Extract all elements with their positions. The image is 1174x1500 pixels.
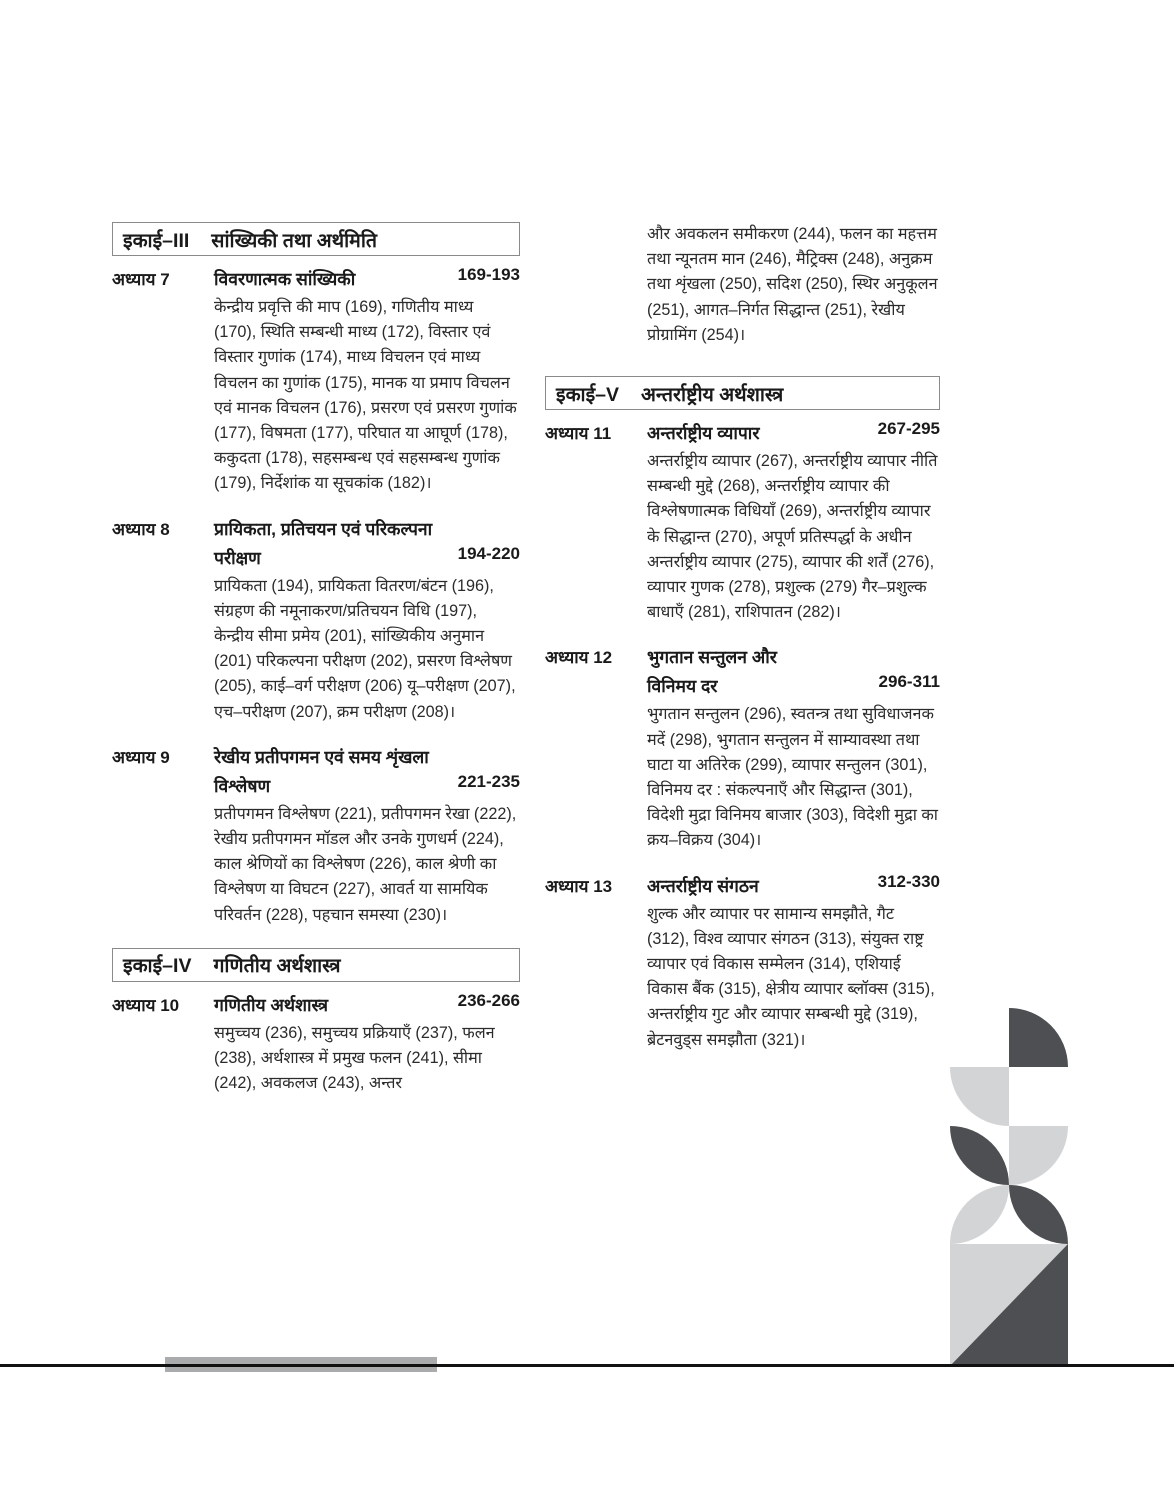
chapter-page-range: 194-220 — [457, 543, 520, 563]
unit-label: इकाई–IV — [123, 955, 192, 978]
chapter-heading — [112, 265, 520, 294]
chapter-title: विवरणात्मक सांख्यिकी — [214, 269, 356, 289]
chapter-number: अध्याय 13 — [545, 876, 613, 896]
chapter-page-range: 267-295 — [877, 419, 940, 439]
quarter-circle-light — [950, 1067, 1009, 1126]
chapter-entry[interactable] — [545, 419, 940, 625]
chapter-title-wrap — [214, 991, 520, 1020]
chapter-topics: प्रायिकता (194), प्रायिकता वितरण/बंटन (196), संग्रहण की नमूनाकरण/प्रतिचयन विधि (197), केन्द्रीय सीमा प्रमेय (201), सांख्यिकीय अनुमान (201) परिकल्पना परीक्षण (202), प्रसरण विश्लेषण (205), काई–वर्ग परीक्षण (206) यू–परीक्षण (207), एच–परीक्षण (207), क्रम परीक्षण (208)। — [214, 576, 516, 721]
chapter-page-range: 221-235 — [457, 771, 520, 791]
chapter-topics: केन्द्रीय प्रवृत्ति की माप (169), गणितीय माध्य (170), स्थिति सम्बन्धी माध्य (172), विस्तार एवं विस्तार गुणांक (174), माध्य विचलन एवं माध्य विचलन का गुणांक (175), मानक या प्रमाप विचलन एवं मानक विचलन (176), प्रसरण एवं प्रसरण गुणांक (177), विषमता (177), परिघात या आघूर्ण (178), ककुदता (178), सहसम्बन्ध एवं सहसम्बन्ध गुणांक (179), निर्देशांक या सूचकांक (182)। — [214, 298, 517, 493]
unit-title: गणितीय अर्थशास्त्र — [213, 955, 341, 978]
chapter-entry[interactable] — [112, 265, 520, 497]
chapter-title-wrap — [214, 743, 520, 801]
chapter-title-line2: विनिमय दर — [647, 676, 718, 697]
chapter-number: अध्याय 9 — [112, 747, 170, 767]
chapter-title: अन्तर्राष्ट्रीय व्यापार — [647, 423, 760, 444]
chapter-entry[interactable] — [112, 743, 520, 928]
chapter-topics: अन्तर्राष्ट्रीय व्यापार (267), अन्तर्राष्ट्रीय व्यापार नीति सम्बन्धी मुद्दे (268), अन्तर्राष्ट्रीय व्यापार की विश्लेषणात्मक विधियाँ (269), अन्तर्राष्ट्रीय व्यापार के सिद्धान्त (270), अपूर्ण प्रतिस्पर्द्धा के अधीन अन्तर्राष्ट्रीय व्यापार (275), व्यापार की शर्तें (276), व्यापार गुणक (278), प्रशुल्क (279) गैर–प्रशुल्क बाधाएँ (281), राशिपातन (282)। — [647, 452, 938, 622]
chapter-title: अन्तर्राष्ट्रीय संगठन — [647, 875, 759, 896]
unit-title: अन्तर्राष्ट्रीय अर्थशास्त्र — [641, 383, 784, 406]
chapter-number: अध्याय 12 — [545, 648, 613, 668]
chapter-entry[interactable] — [112, 515, 520, 725]
chapter-title-wrap — [647, 643, 940, 701]
unit-header-iii — [112, 222, 520, 256]
chapter-number: अध्याय 7 — [112, 270, 170, 289]
chapter-entry[interactable] — [112, 991, 520, 1097]
chapter-title: गणितीय अर्थशास्त्र — [214, 994, 329, 1015]
unit-title: सांख्यिकी तथा अर्थमिति — [211, 229, 378, 252]
chapter-entry[interactable] — [545, 872, 940, 1053]
chapter-topics: शुल्क और व्यापार पर सामान्य समझौते, गैट (312), विश्व व्यापार संगठन (313), संयुक्त राष्ट्र व्यापार एवं विकास सम्मेलन (314), एशियाई विकास बैंक (315), क्षेत्रीय व्यापार ब्लॉक्स (315), अन्तर्राष्ट्रीय गुट और व्यापार सम्बन्धी मुद्दे (319), ब्रेटनवुड्स समझौता (321)। — [647, 904, 935, 1049]
chapter-title-wrap — [214, 265, 520, 294]
chapter-heading — [545, 872, 940, 901]
chapter-title-line2: विश्लेषण — [214, 775, 271, 796]
chapter-title: प्रायिकता, प्रतिचयन एवं परिकल्पना — [214, 518, 433, 539]
chapter-title-wrap — [647, 872, 940, 901]
unit-label: इकाई–V — [556, 383, 620, 406]
left-column — [112, 222, 520, 1114]
chapter-title-wrap — [647, 419, 940, 448]
chapter-page-range: 296-311 — [878, 672, 940, 692]
right-column — [545, 222, 940, 1071]
chapter-title: रेखीय प्रतीपगमन एवं समय शृंखला — [214, 746, 429, 767]
chapter-heading — [545, 419, 940, 448]
quarter-circle-light-2 — [1009, 1126, 1068, 1185]
leaf-light-left — [950, 1185, 1009, 1244]
chapter-page-range: 169-193 — [457, 265, 520, 284]
chapter-topics: समुच्चय (236), समुच्चय प्रक्रियाएँ (237), फलन (238), अर्थशास्त्र में प्रमुख फलन (241), सीमा (242), अवकलज (243), अन्तर — [214, 1023, 495, 1093]
leaf-dark-left — [950, 1126, 1009, 1185]
decorative-leaf-motif — [950, 1008, 1068, 1366]
chapter-number: अध्याय 10 — [112, 995, 180, 1015]
footer-rule — [0, 1364, 1174, 1367]
chapter-number: अध्याय 8 — [112, 519, 170, 539]
chapter-title: भुगतान सन्तुलन और — [647, 647, 777, 668]
leaf-dark-right — [1009, 1185, 1068, 1244]
chapter-heading — [112, 515, 520, 573]
chapter-page-range: 312-330 — [877, 871, 940, 891]
chapter-number: अध्याय 11 — [545, 424, 612, 444]
chapter-topics: भुगतान सन्तुलन (296), स्वतन्त्र तथा सुविधाजनक मदें (298), भुगतान सन्तुलन में साम्यावस्था तथा घाटा या अतिरेक (299), व्यापार सन्तुलन (301), विनिमय दर : संकल्पनाएँ और सिद्धान्त (301), विदेशी मुद्रा विनिमय बाजार (303), विदेशी मुद्रा का क्रय–विक्रय (304)। — [647, 705, 939, 850]
chapter-title-line2: परीक्षण — [214, 547, 261, 568]
chapter-entry[interactable] — [545, 643, 940, 853]
unit-header-v — [545, 376, 940, 410]
chapter-topics: प्रतीपगमन विश्लेषण (221), प्रतीपगमन रेखा (222), रेखीय प्रतीपगमन मॉडल और उनके गुणधर्म (224), काल श्रेणियों का विश्लेषण (226), काल श्रेणी का विश्लेषण या विघटन (227), आवर्त या सामयिक परिवर्तन (228), पहचान समस्या (230)। — [214, 804, 517, 924]
chapter-title-wrap — [214, 515, 520, 573]
quarter-circle-dark — [1009, 1008, 1068, 1067]
chapter-page-range: 236-266 — [457, 990, 520, 1010]
unit-label: इकाई–III — [123, 229, 190, 252]
continued-topics: और अवकलन समीकरण (244), फलन का महत्तम तथा न्यूनतम मान (246), मैट्रिक्स (248), अनुक्रम तथा शृंखला (250), सदिश (250), स्थिर अनुकूलन (251), आगत–निर्गत सिद्धान्त (251), रेखीय प्रोग्रामिंग (254)। — [647, 225, 938, 344]
unit-header-iv — [112, 948, 520, 982]
chapter-heading — [545, 643, 940, 701]
chapter-heading — [112, 743, 520, 801]
chapter-heading — [112, 991, 520, 1020]
